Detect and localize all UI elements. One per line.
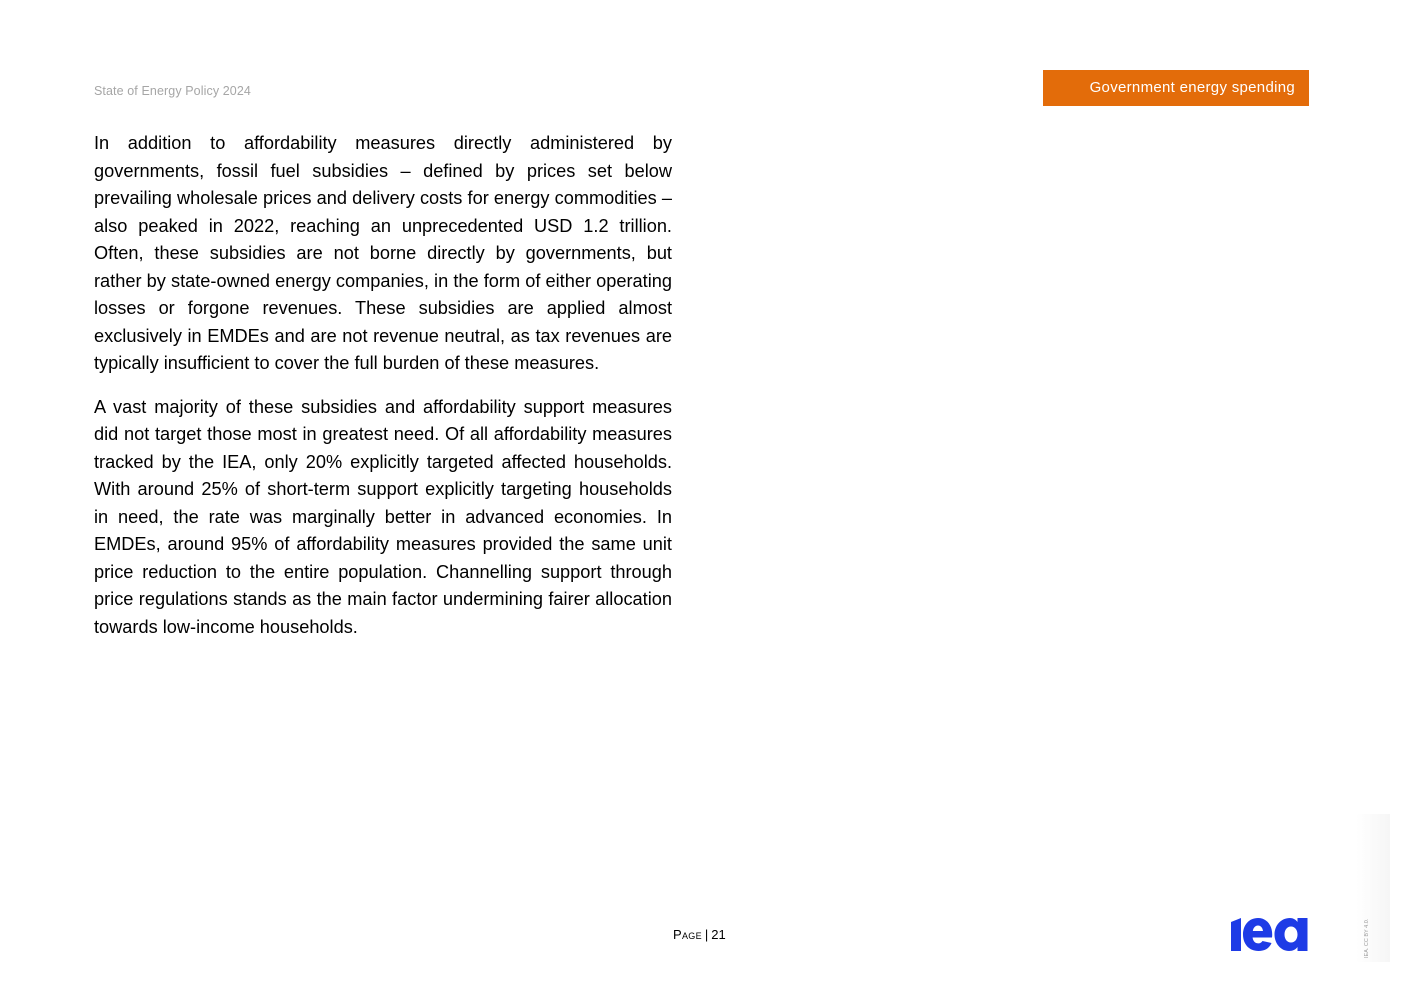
paragraph-1: In addition to affordability measures directly administered by governments, fossil fuel subsidies – defined by prices set below prevailing wholesale prices and delivery costs for energy commodities – also peaked in 2022, reaching an unprecedented USD 1.2 trillion. Often, these subsidies are not borne directly by governments, but rather by state-owned energy companies, in the form of either operating losses or forgone revenues. These subsidies are applied almost exclusively in EMDEs and are not revenue neutral, as tax revenues are typically insufficient to cover the full burden of these measures. [94,133,672,373]
page-number: 21 [711,927,726,942]
paragraph-2: A vast majority of these subsidies and affordability support measures did not target those most in greatest need. Of all affordability measures tracked by the IEA, only 20% explicitly targeted affected households. With around 25% of short-term support explicitly targeting households in need, the rate was marginally better in advanced economies. In EMDEs, around 95% of affordability measures provided the same unit price reduction to the entire population. Channelling support through price regulations stands as the main factor undermining fairer allocation towards low-income households. [94,396,672,637]
page-label: Page [673,927,702,942]
side-strip [1356,814,1390,962]
page-footer [673,927,726,942]
page-separator: | [704,927,709,942]
section-tab: Government energy spending [1043,70,1309,106]
iea-logo-a [1275,918,1308,951]
iea-logo-i [1231,918,1241,951]
license-text: IEA. CC BY 4.0. [1364,918,1370,958]
report-title: State of Energy Policy 2024 [94,84,251,98]
body-text [94,130,672,657]
iea-logo-e [1243,918,1272,951]
iea-logo [1230,916,1308,952]
